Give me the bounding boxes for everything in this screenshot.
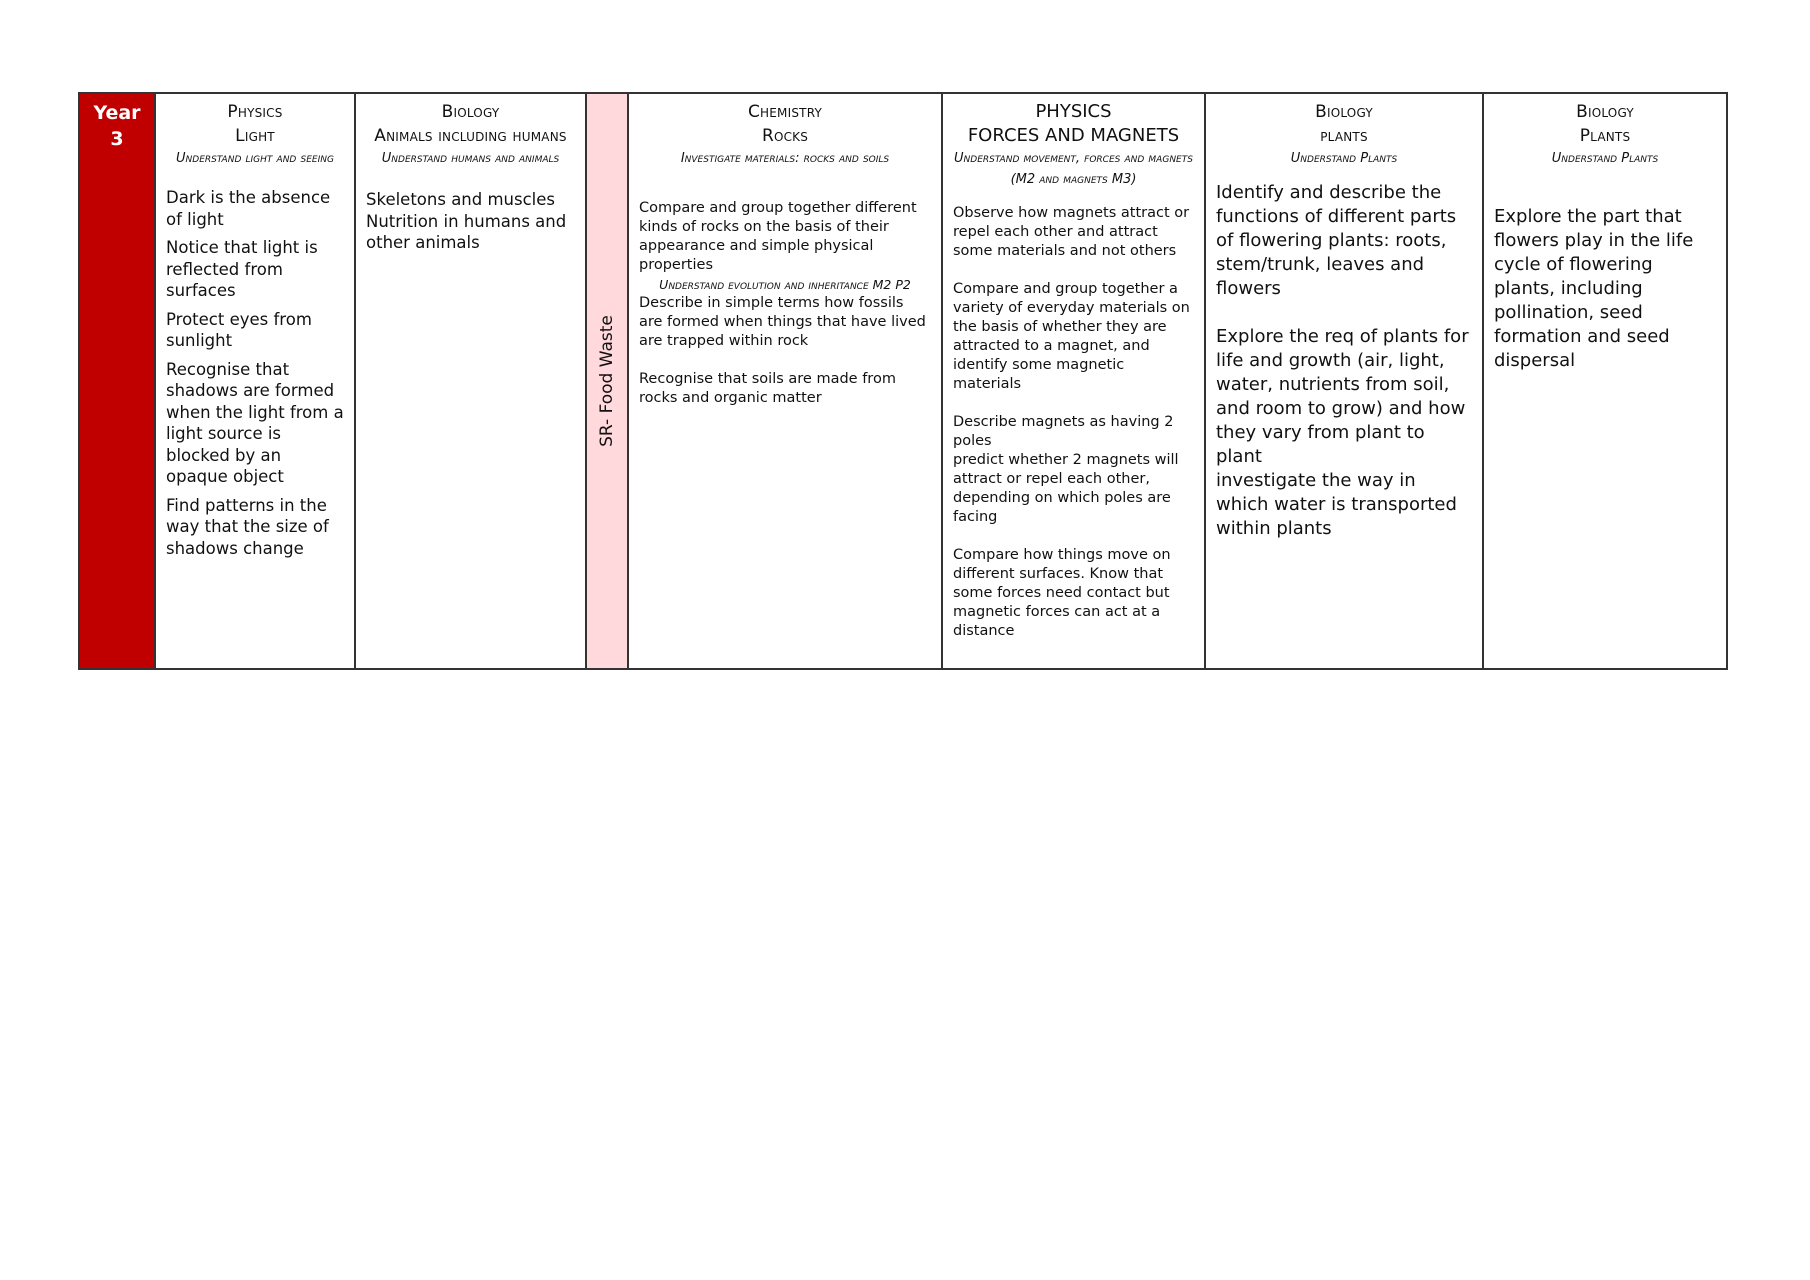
sr-food-waste-label: SR- Food Waste: [597, 315, 617, 447]
unit-heading: Understand light and seeing: [176, 151, 334, 166]
unit-heading: Understand movement, forces and magnets (M2 and magnets M3): [954, 151, 1193, 187]
curriculum-table: [78, 92, 1728, 670]
list-item: Identify and describe the functions of different parts of flowering plants: roots, stem/trunk, leaves and flowers: [1216, 182, 1457, 299]
column-chemistry-rocks: [628, 93, 942, 669]
list-item: Compare how things move on different surfaces. Know that some forces need contact but magnetic forces can act at a distance: [953, 547, 1171, 639]
list-item: Protect eyes from sunlight: [166, 309, 312, 350]
subject-heading: Biology: [1315, 102, 1373, 122]
column-biology-animals: [355, 93, 586, 669]
list-item: Nutrition in humans and other animals: [366, 211, 567, 252]
subject-heading: Biology: [1576, 102, 1634, 122]
list-item: investigate the way in which water is transported within plants: [1216, 470, 1457, 539]
list-item: Explore the part that flowers play in the life cycle of flowering plants, including pollination, seed formation and seed dispersal: [1494, 206, 1694, 371]
topic-heading: Light: [235, 126, 275, 146]
subject-heading: Chemistry: [747, 102, 823, 122]
list-item: Describe in simple terms how fossils are formed when things that have lived are trapped within rock: [639, 295, 926, 349]
unit-heading: Understand humans and animals: [381, 151, 560, 166]
topic-heading: plants: [1320, 126, 1368, 146]
topic-heading: Plants: [1579, 126, 1631, 146]
list-item: Notice that light is reflected from surfaces: [166, 238, 318, 300]
list-item: Observe how magnets attract or repel each other and attract some materials and not others: [953, 205, 1190, 259]
column-physics-light: [155, 93, 355, 669]
list-item: Skeletons and muscles: [366, 190, 556, 209]
list-item: predict whether 2 magnets will attract or repel each other, depending on which poles are facing: [953, 452, 1179, 525]
list-item: Explore the req of plants for life and growth (air, light, water, nutrients from soil, and room to grow) and how they vary from plant to plant: [1216, 326, 1469, 467]
subject-heading: Physics: [227, 102, 283, 122]
sr-column: [586, 93, 628, 669]
topic-heading: Rocks: [761, 126, 809, 146]
column-physics-forces: [942, 93, 1205, 669]
unit-heading: Understand Plants: [1551, 151, 1659, 166]
year-label: Year: [93, 102, 141, 124]
unit-heading: Understand Plants: [1290, 151, 1398, 166]
topic-heading: Animals including humans: [374, 126, 567, 146]
list-item: Compare and group together different kinds of rocks on the basis of their appearance and simple physical properties: [639, 200, 917, 273]
subject-heading: Biology: [441, 102, 500, 122]
column-biology-plants-flowers: [1483, 93, 1727, 669]
list-item: Recognise that soils are made from rocks and organic matter: [639, 371, 896, 406]
subject-heading: PHYSICS: [1035, 101, 1112, 122]
column-biology-plants: [1205, 93, 1483, 669]
sub-unit-heading: Understand evolution and inheritance M2 P2: [659, 277, 911, 292]
year-cell: [79, 93, 155, 669]
list-item: Find patterns in the way that the size of shadows change: [166, 495, 329, 558]
topic-heading: FORCES AND MAGNETS: [967, 125, 1180, 146]
unit-heading: Investigate materials: rocks and soils: [680, 151, 890, 166]
list-item: Recognise that shadows are formed when the light from a light source is blocked by an opaque object: [166, 359, 344, 486]
year-number: 3: [110, 128, 124, 150]
list-item: Describe magnets as having 2 poles: [953, 414, 1174, 449]
year-row: [79, 93, 1727, 669]
list-item: Compare and group together a variety of everyday materials on the basis of whether they are attracted to a magnet, and identify some magnetic materials: [953, 281, 1190, 392]
list-item: Dark is the absence of light: [166, 188, 331, 229]
